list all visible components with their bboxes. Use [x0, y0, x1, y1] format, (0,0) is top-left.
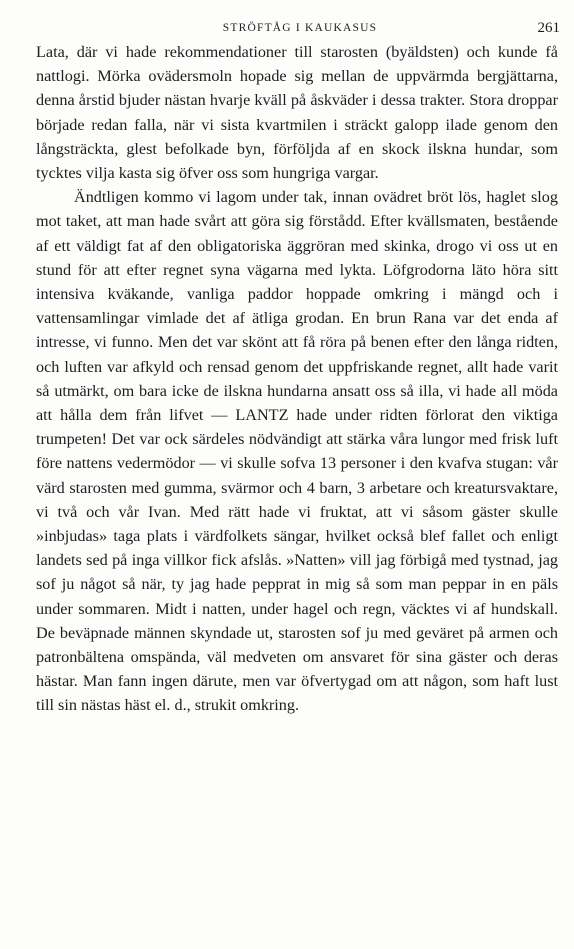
page-number: 261 [537, 20, 560, 36]
paragraph-1: Lata, där vi hade rekommendationer till starosten (byäldsten) och kunde få nattlogi. Mörka ovädersmoln hopade sig mellan de uppvärmda bergjättarna, denna årstid bjuder nästan hvarje kväll på åskväder i dessa trakter. Stora droppar började redan falla, när vi sista kvartmilen i sträckt galopp ilade genom den långsträckta, glest befolkade byn, förföljda af en skock ilskna hundar, som tycktes vilja kasta sig öfver oss som hungriga vargar. [36, 43, 558, 183]
running-title: STRÖFTÅG I KAUKASUS [222, 22, 378, 34]
paragraph-2: Ändtligen kommo vi lagom under tak, innan ovädret bröt lös, haglet slog mot taket, att man hade svårt att göra sig förstådd. Efter kvällsmaten, bestående af ett väldigt fat af den obligatoriska äggröran med skinka, drogo vi oss ut en stund för att efter regnet syna vägarna med lykta. Löfgrodorna läto höra sitt intensiva kväkande, vanliga paddor hoppade omkring i mängd och i vattensamlingar vimlade det af ätliga grodan. En brun Rana var det enda af intresse, vi funno. Men det var skönt att få röra på benen efter den långa ridten, och luften var afkyld och rensad genom det uppfriskande regnet, allt hade varit så utmärkt, om bara icke de ilskna hundarna ansatt oss så illa, vi hade all möda att hålla dem från lifvet — LANTZ hade under ridten förlorat den viktiga trumpeten! Det var ock särdeles nödvändigt att stärka våra lungor med frisk luft före nattens vedermödor — vi skulle sofva 13 personer i den kvafva stugan: vår värd starosten med gumma, svärmor och 4 barn, 3 arbetare och kreatursvaktare, vi två och vår Ivan. Med rätt hade vi fruktat, att vi såsom gäster skulle »inbjudas» taga plats i värdfolkets sängar, hvilket också blef fallet och enligt landets sed på inga villkor fick afslås. »Natten» vill jag förbigå med tystnad, jag sof ju något så när, ty jag hade pepprat in mig så som man peppar in en päls under sommaren. Midt i natten, under hagel och regn, väcktes vi af hundskall. De beväpnade männen skyndade ut, starosten sof ju med geväret på armen och patronbältena omspända, väl medveten om ansvaret för sina gäster och deras hästar. Man fann ingen därute, men var öfvertygad om att någon, som haft lust till sin nästas häst el. d., strukit omkring. [36, 188, 558, 715]
body-text [36, 40, 558, 718]
running-head [40, 20, 560, 40]
